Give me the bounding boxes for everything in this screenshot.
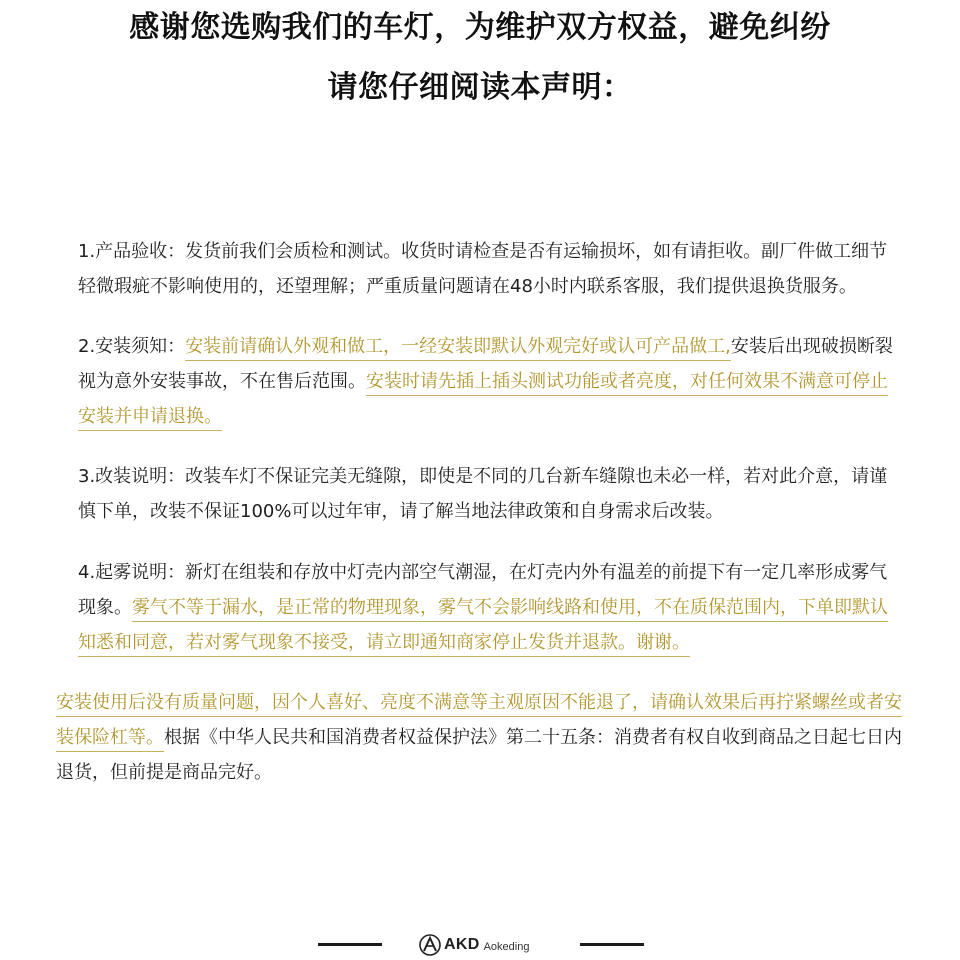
footer-divider-left bbox=[318, 943, 382, 946]
brand-name: AKD bbox=[444, 936, 480, 953]
section-4-highlight: 雾气不等于漏水，是正常的物理现象，雾气不会影响线路和使用，不在质保范围内，下单即默认知悉和同意，若对雾气现象不接受，请立即通知商家停止发货并退款。谢谢。 bbox=[78, 597, 888, 653]
statement-body bbox=[56, 234, 904, 790]
brand-logo bbox=[418, 930, 529, 960]
section-1-text: 1.产品验收：发货前我们会质检和测试。收货时请检查是否有运输损坏，如有请拒收。副厂件做工细节轻微瑕疵不影响使用的，还望理解；严重质量问题请在48小时内联系客服，我们提供退换货服务。 bbox=[78, 241, 888, 297]
section-2-highlight-1: 安装前请确认外观和做工，一经安装即默认外观完好或认可产品做工, bbox=[185, 336, 731, 357]
brand-mark-icon bbox=[418, 933, 442, 957]
header-title-line-2: 请您仔细阅读本声明： bbox=[327, 70, 633, 105]
section-2-mid: 安装后出现破损断裂视为意外安装事故，不在售后范围。 bbox=[78, 336, 893, 392]
section-after-installation bbox=[56, 685, 904, 790]
brand-subtitle: Aokeding bbox=[483, 940, 530, 953]
section-3-text: 3.改装说明：改装车灯不保证完美无缝隙，即使是不同的几台新车缝隙也未必一样，若对此介意，请谨慎下单，改装不保证100%可以过年审，请了解当地法律政策和自身需求后改装。 bbox=[78, 466, 888, 522]
section-modification-notes bbox=[56, 459, 904, 529]
section-installation-notes bbox=[56, 329, 904, 434]
section-2-lead: 2.安装须知： bbox=[78, 336, 186, 357]
section-fogging-notes bbox=[56, 555, 904, 660]
footer-brand-bar bbox=[0, 928, 960, 960]
section-product-inspection bbox=[56, 234, 904, 304]
footer-divider-right bbox=[580, 943, 644, 946]
section-2-highlight-2: 安装时请先插上插头测试功能或者亮度，对任何效果不满意可停止安装并申请退换。 bbox=[78, 371, 888, 427]
section-4-lead: 4.起雾说明：新灯在组装和存放中灯壳内部空气潮湿，在灯壳内外有温差的前提下有一定几率形成雾气现象。 bbox=[78, 562, 888, 618]
header-title-line-1: 感谢您选购我们的车灯，为维护双方权益，避免纠纷 bbox=[129, 10, 831, 45]
section-5-highlight: 安装使用后没有质量问题，因个人喜好、亮度不满意等主观原因不能退了，请确认效果后再拧紧螺丝或者安装保险杠等。 bbox=[56, 692, 902, 748]
section-5-rest: 根据《中华人民共和国消费者权益保护法》第二十五条：消费者有权自收到商品之日起七日内退货，但前提是商品完好。 bbox=[56, 727, 902, 783]
